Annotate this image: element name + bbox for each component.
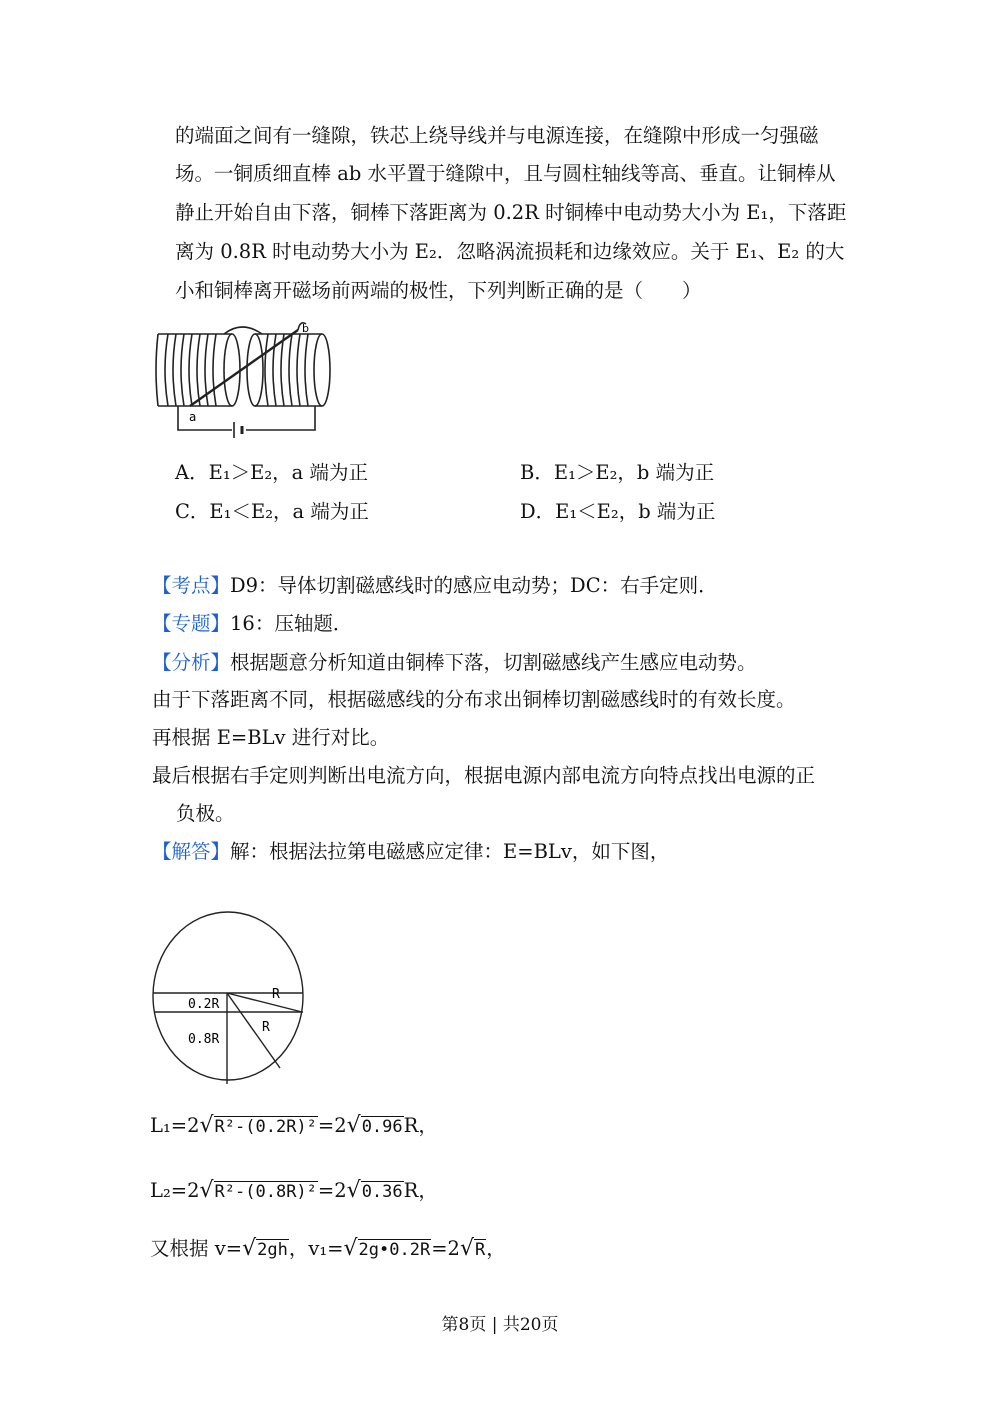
formula-l2 <box>150 1177 438 1206</box>
jieda-text: 解：根据法拉第电磁感应定律：E=BLv，如下图， <box>230 840 670 863</box>
v-end: ， <box>486 1237 506 1260</box>
analysis-line-2: 由于下落距离不同，根据磁感线的分布求出铜棒切割磁感线时的有效长度。 <box>152 688 796 711</box>
zhuanti <box>152 610 352 638</box>
option-c: C．E₁＜E₂，a 端为正 <box>175 500 369 523</box>
analysis-line-5: 负极。 <box>176 802 235 825</box>
l1-end: R， <box>403 1114 438 1137</box>
fenxi-tag: 【分析】 <box>152 651 231 674</box>
question-line-2: 场。一铜质细直棒 ab 水平置于缝隙中，且与圆柱轴线等高、垂直。让铜棒从 <box>175 162 836 185</box>
l1-sqrt-1: √R²-(0.2R)² <box>199 1113 317 1138</box>
l1-lhs: L₁=2 <box>150 1114 200 1137</box>
option-d: D．E₁＜E₂，b 端为正 <box>520 500 716 523</box>
v-lhs: 又根据 v= <box>150 1237 243 1260</box>
v-sqrt-1: √2gh <box>242 1236 288 1261</box>
analysis-line-3: 再根据 E=BLv 进行对比。 <box>152 726 390 749</box>
zhuanti-tag: 【专题】 <box>152 612 231 635</box>
question-line-3: 静止开始自由下落，铜棒下落距离为 0.2R 时铜棒中电动势大小为 E₁，下落距 <box>175 201 847 224</box>
l2-end: R， <box>403 1179 438 1202</box>
fenxi <box>152 649 757 677</box>
option-b: B．E₁＞E₂，b 端为正 <box>520 461 715 484</box>
kaodian-tag: 【考点】 <box>152 574 231 597</box>
fenxi-text: 根据题意分析知道由铜棒下落，切割磁感线产生感应电动势。 <box>230 651 757 674</box>
l2-lhs: L₂=2 <box>150 1179 200 1202</box>
analysis-line-4: 最后根据右手定则判断出电流方向，根据电源内部电流方向特点找出电源的正 <box>152 764 816 787</box>
label-b: b <box>302 322 309 335</box>
question-line-5: 小和铜棒离开磁场前两端的极性，下列判断正确的是（ ） <box>175 279 702 302</box>
v-mid2: =2 <box>431 1237 460 1260</box>
question-line-4: 离为 0.8R 时电动势大小为 E₂．忽略涡流损耗和边缘效应。关于 E₁、E₂ 的大 <box>175 240 845 263</box>
question-line-1: 的端面之间有一缝隙，铁芯上绕导线并与电源连接，在缝隙中形成一匀强磁 <box>175 124 819 147</box>
jieda-tag: 【解答】 <box>152 840 231 863</box>
coil-figure <box>150 318 335 442</box>
v-mid: ，v₁= <box>288 1237 344 1260</box>
jieda <box>152 838 669 866</box>
v-sqrt-2: √2g•0.2R <box>343 1236 431 1261</box>
kaodian <box>152 572 718 600</box>
formula-v <box>150 1235 506 1264</box>
label-02r: 0.2R <box>188 997 220 1012</box>
option-a: A．E₁＞E₂，a 端为正 <box>175 461 369 484</box>
zhuanti-text: 16：压轴题． <box>230 612 353 635</box>
l2-sqrt-2: √0.36 <box>346 1178 403 1203</box>
page-footer: 第8页 | 共20页 <box>441 1315 559 1335</box>
l1-mid: =2 <box>317 1114 347 1137</box>
label-r-top: R <box>272 987 280 1002</box>
kaodian-text: D9：导体切割磁感线时的感应电动势；DC：右手定则． <box>230 574 718 597</box>
label-r-diag: R <box>262 1020 270 1035</box>
v-sqrt-3: √R <box>459 1236 486 1261</box>
l2-mid: =2 <box>317 1179 347 1202</box>
l2-sqrt-1: √R²-(0.8R)² <box>199 1178 317 1203</box>
circle-figure <box>150 908 310 1088</box>
formula-l1 <box>150 1112 438 1141</box>
label-08r: 0.8R <box>188 1032 220 1047</box>
label-a: a <box>189 410 197 424</box>
l1-sqrt-2: √0.96 <box>346 1113 403 1138</box>
